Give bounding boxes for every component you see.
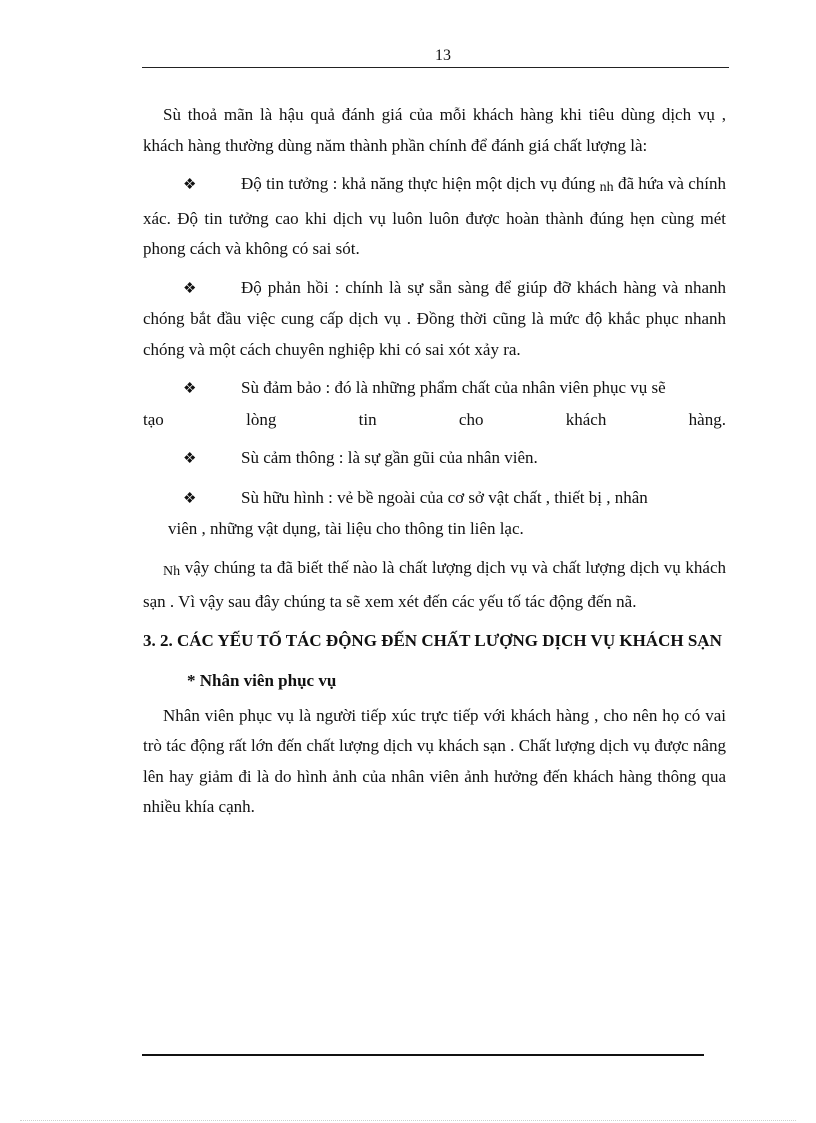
bullet-empathy: ❖ Sù cảm thông : là sự gần gũi của nhân viên. — [143, 443, 726, 475]
page-content — [143, 100, 726, 831]
section-heading: 3. 2. CÁC YẾU TỐ TÁC ĐỘNG ĐẾN CHẤT LƯỢNG DỊCH VỤ KHÁCH SẠN — [143, 630, 722, 650]
bullet-assurance-continuation: tạo lòng tin cho khách hàng. — [143, 409, 726, 429]
bullet-responsiveness: ❖ Độ phản hồi : chính là sự sẵn sàng để giúp đỡ khách hàng và nhanh chóng bắt đầu việc cung cấp dịch vụ . Đồng thời cũng là mức độ khắc phục nhanh chóng và một cách chuyên nghiệp khi có sai xót xảy ra. — [143, 273, 726, 366]
diamond-bullet-icon: ❖ — [183, 280, 197, 297]
footer-rule — [142, 1054, 704, 1056]
header-rule — [142, 67, 729, 68]
diamond-bullet-icon: ❖ — [183, 451, 197, 467]
bullet-reliability: ❖ Độ tin tưởng : khả năng thực hiện một dịch vụ đúng nh đã hứa và chính xác. Độ tin tưởng cao khi dịch vụ luôn luôn được hoàn thành đúng hẹn cùng mét phong cách và không có sai sót. — [143, 169, 726, 265]
page-number: 13 — [435, 47, 451, 64]
summary-paragraph: Nh vậy chúng ta đã biết thế nào là chất lượng dịch vụ và chất lượng dịch vụ khách sạn . Vì vậy sau đây chúng ta sẽ xem xét đến các yếu tố tác động đến nã. — [143, 557, 726, 611]
bullet-tangibles-continuation: viên , những vật dụng, tài liệu cho thông tin liên lạc. — [168, 519, 524, 538]
diamond-bullet-icon: ❖ — [183, 177, 197, 193]
body-paragraph: Nhân viên phục vụ là người tiếp xúc trực tiếp với khách hàng , cho nên họ có vai trò tác động rất lớn đến chất lượng dịch vụ khách sạn . Chất lượng dịch vụ được nâng lên hay giảm đi là do hình ảnh của nhân viên ảnh hưởng đến khách hàng thông qua nhiều khía cạnh. — [143, 705, 726, 816]
subheading: * Nhân viên phục vụ — [187, 671, 337, 690]
bullet-tangibles: ❖ Sù hữu hình : vẻ bề ngoài của cơ sở vật chất , thiết bị , nhân — [143, 483, 726, 515]
bullet-assurance: ❖ Sù đảm bảo : đó là những phẩm chất của nhân viên phục vụ sẽ — [143, 373, 726, 405]
intro-paragraph: Sù thoả mãn là hậu quả đánh giá của mỗi khách hàng khi tiêu dùng dịch vụ , khách hàng thường dùng năm thành phần chính để đánh giá chất lượng là: — [143, 105, 726, 155]
bottom-dotted-line — [20, 1120, 796, 1121]
diamond-bullet-icon: ❖ — [183, 490, 197, 507]
diamond-bullet-icon: ❖ — [183, 381, 197, 397]
